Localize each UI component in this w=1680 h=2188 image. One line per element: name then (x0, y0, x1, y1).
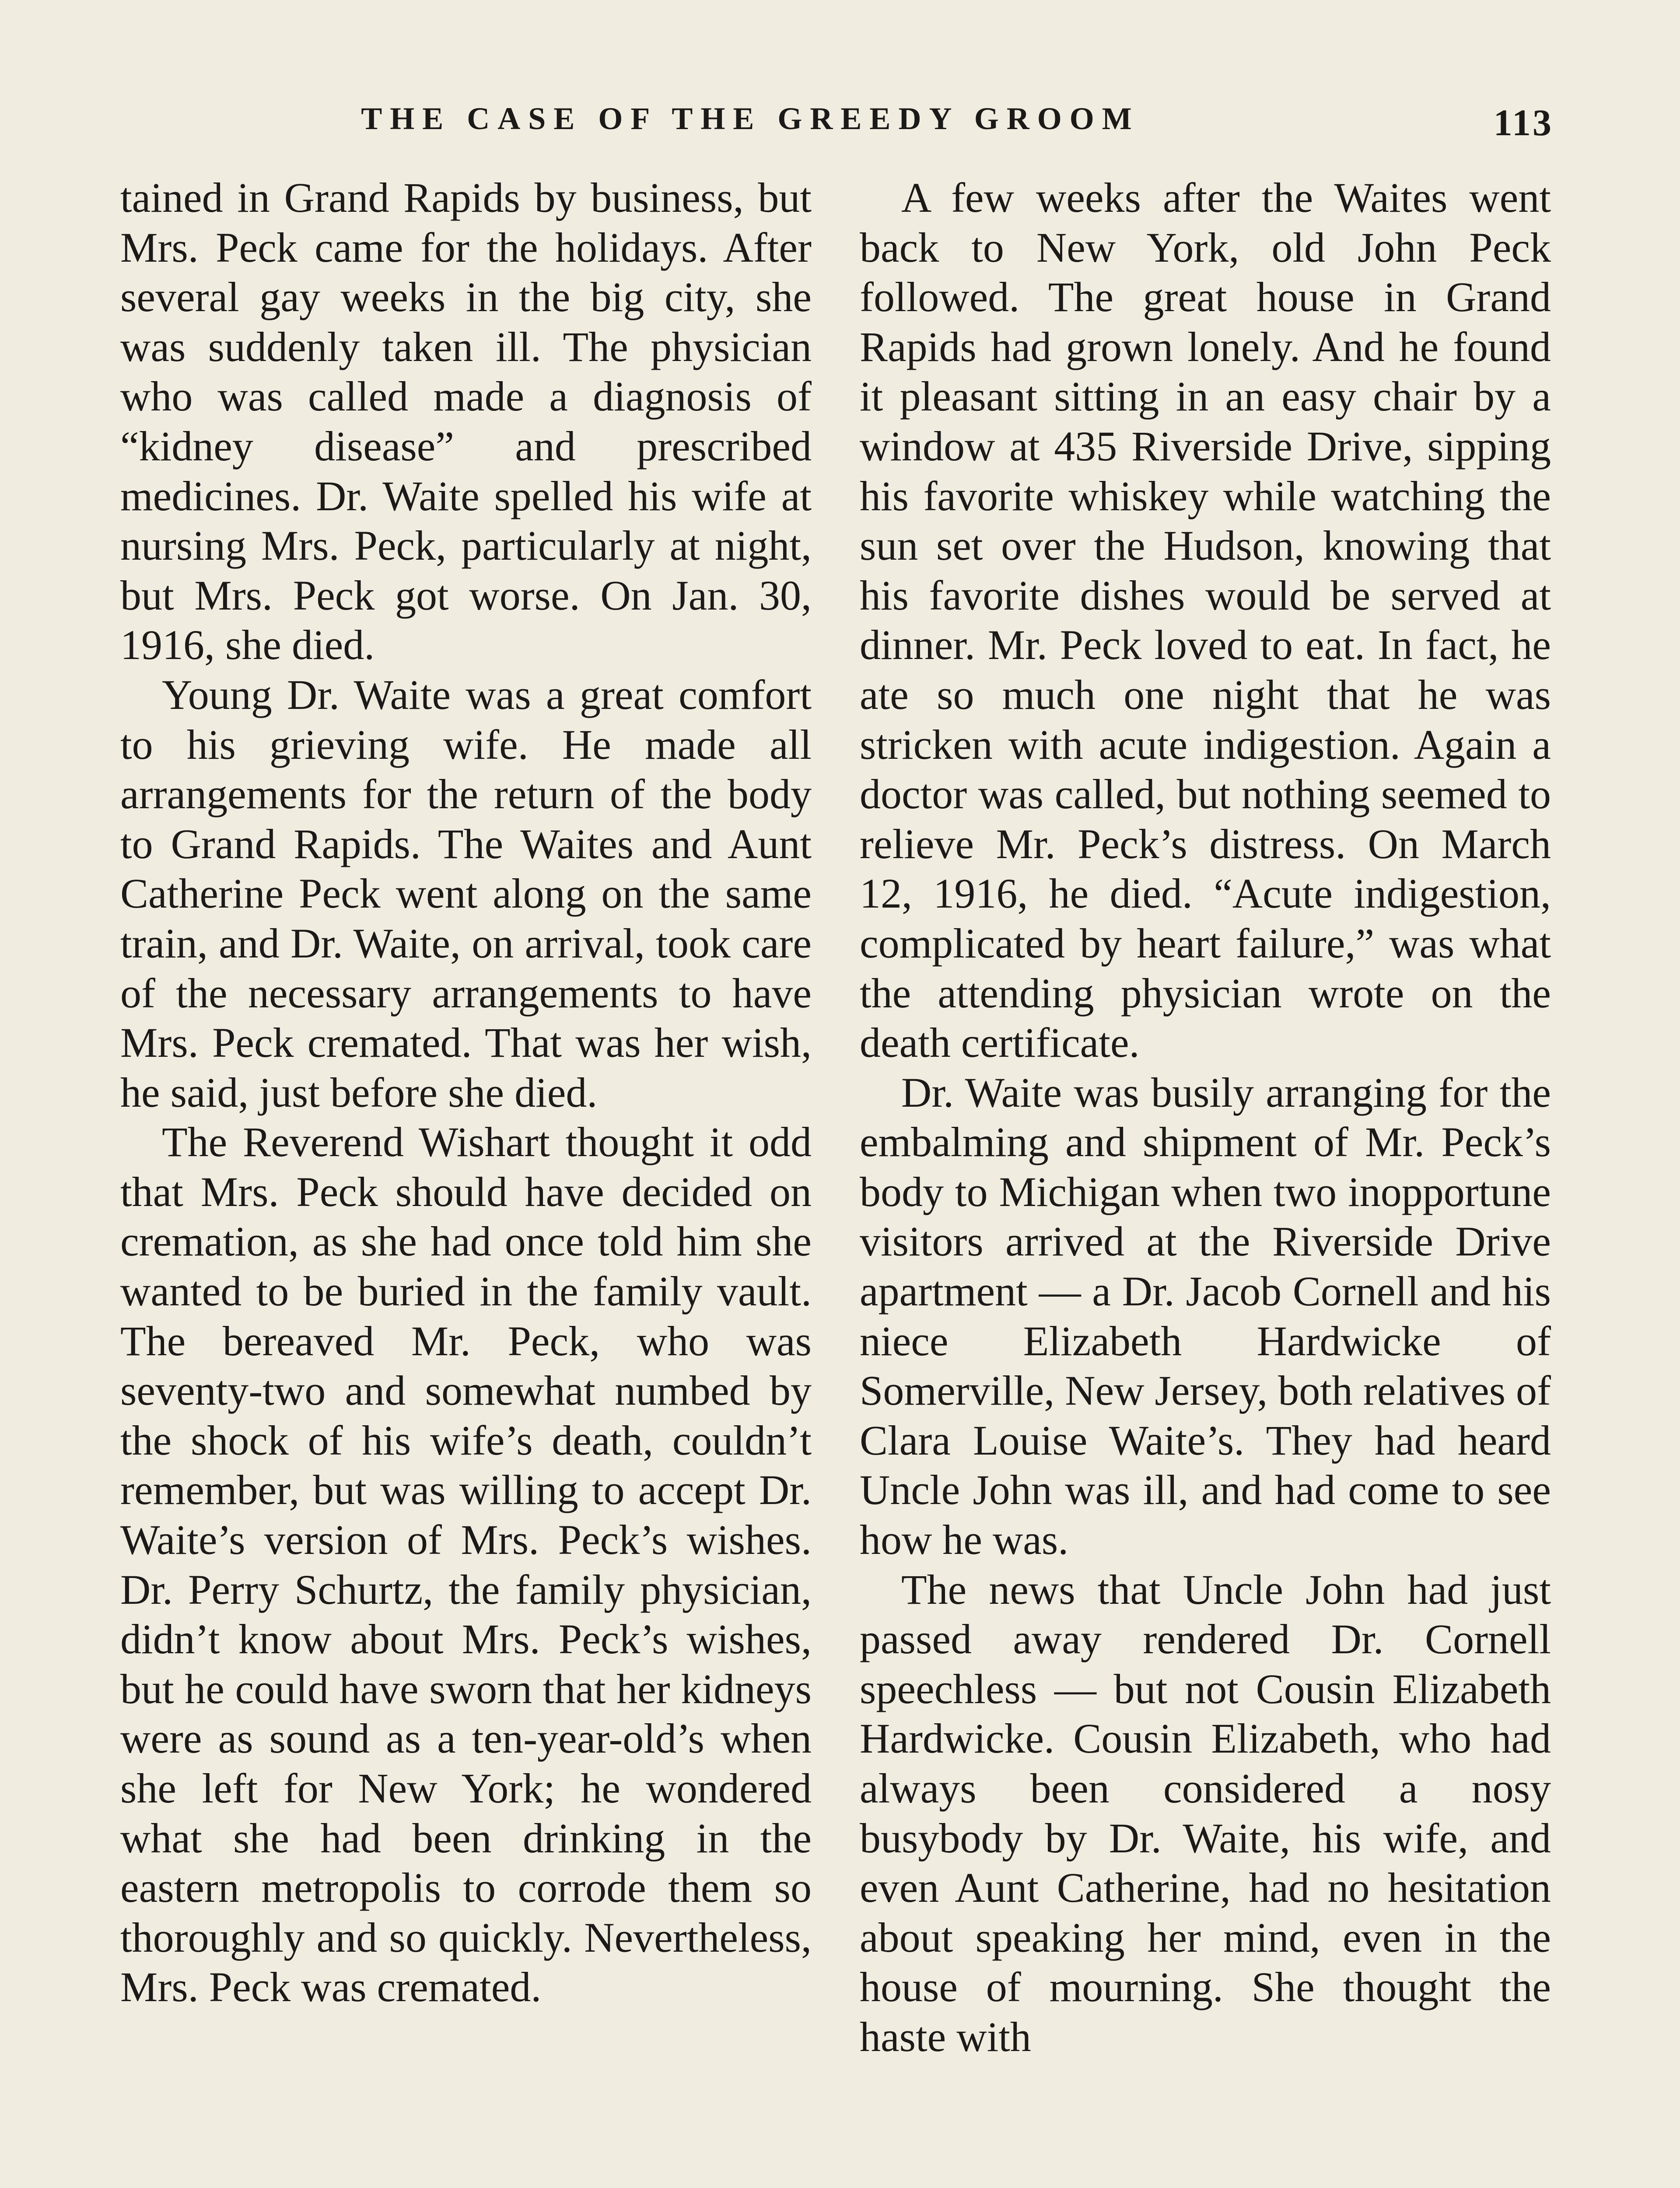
paragraph: Dr. Waite was busily arranging for the embalming and shipment of Mr. Peck’s body to Michigan when two inopportune visitors arrived at the Riverside Drive apartment — a Dr. Jacob Cornell and his niece Elizabeth Hardwicke of Somerville, New Jersey, both relatives of Clara Louise Waite’s. They had heard Uncle John was ill, and had come to see how he was. (860, 1069, 1551, 1564)
paragraph: Young Dr. Waite was a great comfort to his grieving wife. He made all arrangements for the return of the body to Grand Rapids. The Waites and Aunt Catherine Peck went along on the same train, and Dr. Waite, on arrival, took care of the necessary arrangements to have Mrs. Peck cremated. That was her wish, he said, just before she died. (120, 671, 812, 1116)
right-column (860, 173, 1551, 2062)
paragraph: A few weeks after the Waites went back to New York, old John Peck followed. The great house in Grand Rapids had grown lonely. And he found it pleasant sitting in an easy chair by a window at 435 Riverside Drive, sipping his favorite whiskey while watching the sun set over the Hudson, knowing that his favorite dishes would be served at dinner. Mr. Peck loved to eat. In fact, he ate so much one night that he was stricken with acute indigestion. Again a doctor was called, but nothing seemed to relieve Mr. Peck’s distress. On March 12, 1916, he died. “Acute indigestion, complicated by heart failure,” was what the attending physician wrote on the death certificate. (860, 174, 1551, 1066)
paragraph: The news that Uncle John had just passed away rendered Dr. Cornell speechless — but not Cousin Elizabeth Hardwicke. Cousin Elizabeth, who had always been considered a nosy busybody by Dr. Waite, his wife, and even Aunt Catherine, had no hesitation about speaking her mind, even in the house of mourning. She thought the haste with (860, 1566, 1551, 2060)
running-header (122, 101, 1553, 149)
left-column (120, 173, 812, 2012)
running-title: THE CASE OF THE GREEDY GROOM (361, 101, 1140, 136)
page-number: 113 (1493, 102, 1553, 144)
paragraph: tained in Grand Rapids by business, but Mrs. Peck came for the holidays. After several gay weeks in the big city, she was suddenly taken ill. The physician who was called made a diagnosis of “kidney disease” and prescribed medicines. Dr. Waite spelled his wife at nursing Mrs. Peck, particularly at night, but Mrs. Peck got worse. On Jan. 30, 1916, she died. (120, 174, 812, 669)
paragraph: The Reverend Wishart thought it odd that Mrs. Peck should have decided on cremation, as she had once told him she wanted to be buried in the family vault. The bereaved Mr. Peck, who was seventy-two and somewhat numbed by the shock of his wife’s death, couldn’t remember, but was willing to accept Dr. Waite’s version of Mrs. Peck’s wishes. Dr. Perry Schurtz, the family physician, didn’t know about Mrs. Peck’s wishes, but he could have sworn that her kidneys were as sound as a ten-year-old’s when she left for New York; he wondered what she had been drinking in the eastern metropolis to corrode them so thoroughly and so quickly. Nevertheless, Mrs. Peck was cremated. (120, 1119, 812, 2011)
